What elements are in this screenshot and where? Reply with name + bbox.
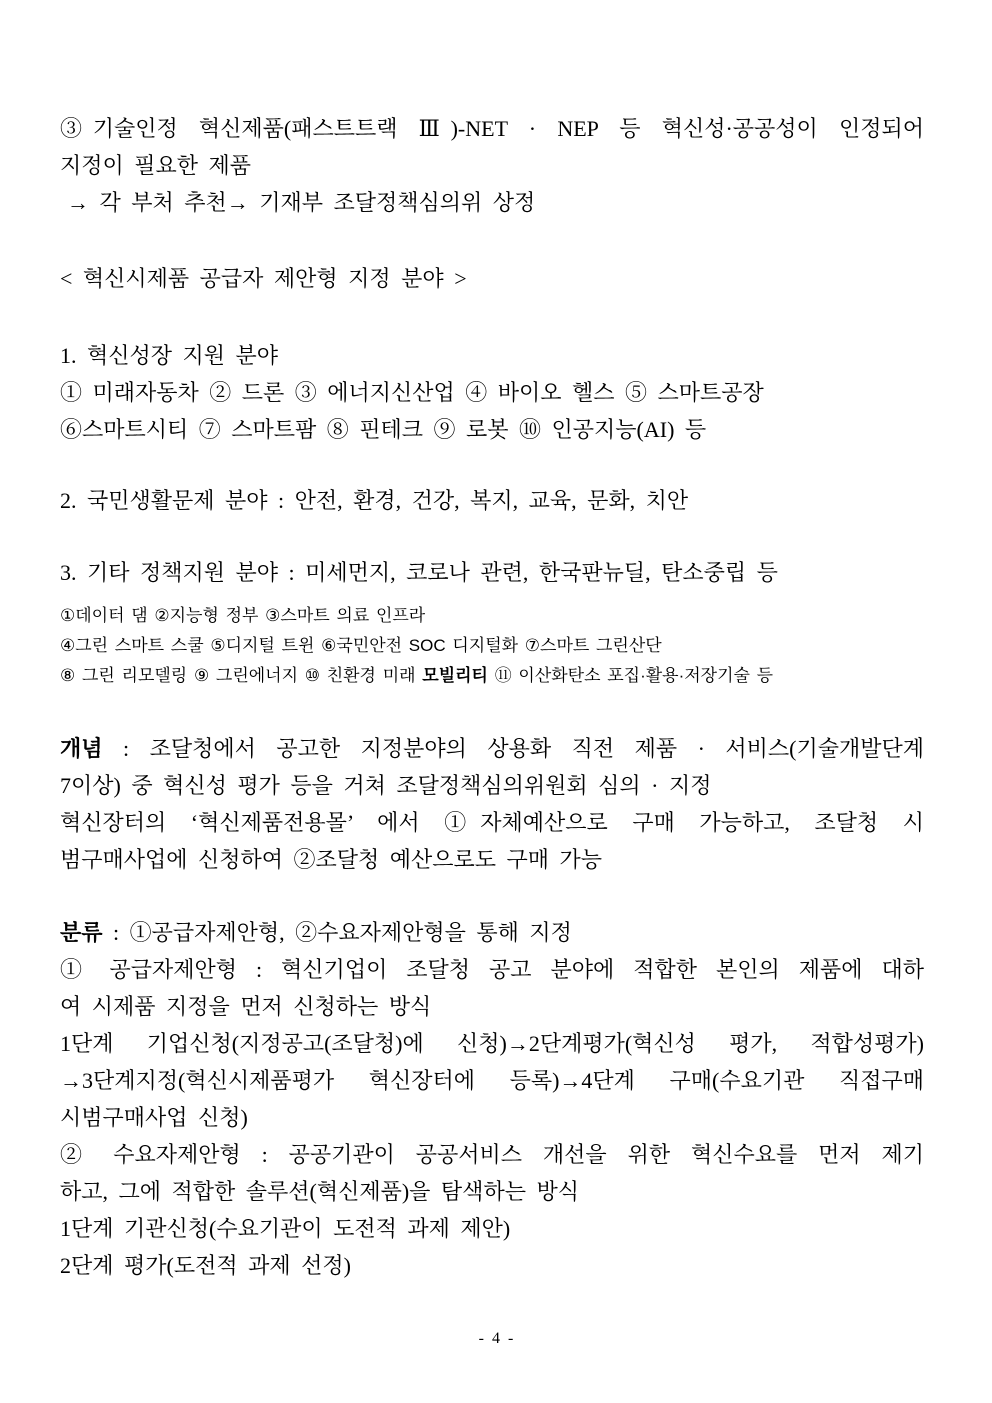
- supplier-proposal-heading: < 혁신시제품 공급자 제안형 지정 분야 >: [60, 266, 467, 291]
- classification-line-10: 2단계 평가(도전적 과제 선정): [60, 1253, 351, 1278]
- spacer: [60, 691, 924, 730]
- tech-recognition-line-1: ③기술인정 혁신제품(패스트트랙 Ⅲ)-NET · NEP 등 혁신성·공공성이 인정되어: [60, 116, 924, 141]
- spacer: [60, 221, 924, 260]
- tech-recognition-flow-line: → 각 부처 추천→ 기재부 조달정책심의위 상정: [67, 190, 536, 215]
- section3-subitems-line-3: [60, 661, 924, 691]
- spacer: [60, 878, 924, 914]
- spacer: [60, 448, 924, 482]
- subitems-line-3-pre: ⑧ 그린 리모델링 ⑨ 그린에너지 ⑩ 친환경 미래: [60, 666, 423, 685]
- concept-line-1: [60, 730, 924, 767]
- section3-subitems-line-1: ①데이터 댐 ②지능형 정부 ③스마트 의료 인프라: [60, 606, 426, 625]
- spacer: [60, 591, 924, 601]
- classification-line-8: 하고, 그에 적합한 솔루션(혁신제품)을 탐색하는 방식: [60, 1179, 579, 1204]
- section3-title: 3. 기타 정책지원 분야 : 미세먼지, 코로나 관련, 한국판뉴딜, 탄소중립 등: [60, 560, 778, 585]
- classification-line-4: 1단계 기업신청(지정공고(조달청)에 신청)→2단계평가(혁신성 평가, 적합성평가): [60, 1031, 924, 1056]
- concept-label: 개념: [60, 736, 103, 761]
- concept-line-1-text: : 조달청에서 공고한 지정분야의 상용화 직전 제품 · 서비스(기술개발단계: [102, 736, 924, 761]
- classification-line-3: 여 시제품 지정을 먼저 신청하는 방식: [60, 994, 432, 1019]
- subitems-line-3-post: ⑪ 이산화탄소 포집·활용·저장기술 등: [487, 666, 774, 685]
- classification-line-1: [60, 914, 924, 951]
- section2-title: 2. 국민생활문제 분야 : 안전, 환경, 건강, 복지, 교육, 문화, 치안: [60, 488, 689, 513]
- section1-title: 1. 혁신성장 지원 분야: [60, 343, 279, 368]
- classification-line-7: ② 수요자제안형 : 공공기관이 공공서비스 개선을 위한 혁신수요를 먼저 제기: [60, 1142, 924, 1167]
- classification-line-5: →3단계지정(혁신시제품평가 혁신장터에 등록)→4단계 구매(수요기관 직접구매: [60, 1068, 924, 1093]
- classification-label: 분류: [60, 920, 103, 945]
- document-body: [60, 110, 924, 1284]
- concept-line-3: 혁신장터의 ‘혁신제품전용몰’ 에서 ①자체예산으로 구매 가능하고, 조달청 시: [60, 810, 924, 835]
- concept-line-4: 범구매사업에 신청하여 ②조달청 예산으로도 구매 가능: [60, 847, 603, 872]
- spacer: [60, 519, 924, 554]
- classification-line-2: ① 공급자제안형 : 혁신기업이 조달청 공고 분야에 적합한 본인의 제품에 대하: [60, 957, 924, 982]
- tech-recognition-line-2: 지정이 필요한 제품: [60, 153, 252, 178]
- concept-line-2: 7이상) 중 혁신성 평가 등을 거쳐 조달정책심의위원회 심의 · 지정: [60, 773, 712, 798]
- classification-line-1-text: : ①공급자제안형, ②수요자제안형을 통해 지정: [102, 920, 572, 945]
- classification-line-6: 시범구매사업 신청): [60, 1105, 248, 1130]
- classification-line-9: 1단계 기관신청(수요기관이 도전적 과제 제안): [60, 1216, 511, 1241]
- page-number: - 4 -: [478, 1330, 514, 1347]
- spacer: [60, 297, 924, 337]
- section1-items-line-1: ① 미래자동차 ② 드론 ③ 에너지신산업 ④ 바이오 헬스 ⑤ 스마트공장: [60, 380, 764, 405]
- section3-subitems-line-2: ④그린 스마트 스쿨 ⑤디지털 트윈 ⑥국민안전 SOC 디지털화 ⑦스마트 그린산단: [60, 636, 662, 655]
- subitems-line-3-bold-term: 모빌리티: [422, 666, 488, 685]
- section1-items-line-2: ⑥스마트시티 ⑦ 스마트팜 ⑧ 핀테크 ⑨ 로봇 ⑩ 인공지능(AI) 등: [60, 417, 707, 442]
